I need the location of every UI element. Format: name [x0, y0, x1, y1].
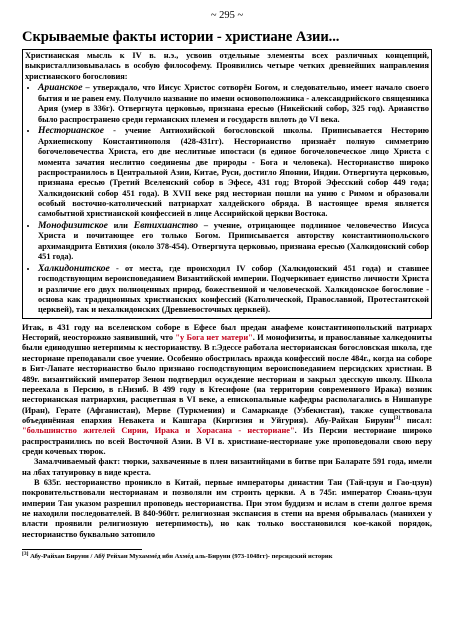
term: Халкидонитское [38, 262, 110, 274]
text-run: Итак, в 431 году на вселенском соборе в Ефесе был предан анафеме константинопольский патриарх Несторий, неосторожно заявивший, что [22, 322, 432, 343]
list-item-text: – учение, отрицающее подлинное человечество Иисуса Христа и почитающее его только Богом. Приписывается авторству константинопольского архимандрита Евтихия (около 378-454). Отвергнута церковью, признана ересью (Халкидонский собор 451 года). [38, 220, 430, 262]
list-item [38, 82, 429, 125]
highlighted-quote: "большинство жителей Сирии, Ирака и Хорасана - несториане" [22, 426, 295, 436]
page-title: Скрываемые факты истории - христиане Азии... [22, 29, 340, 45]
highlighted-quote: "у Бога нет матери" [175, 333, 253, 343]
text-run: . И монофизиты, и православные халкедониты были единодушно нетерпимы к несторианству. В г.Эдессе работала несторианская богословская школа, где несториане преподавали свое учение. Особенно обострилась вражда конфессий после 484г., когда на соборе в Бит-Лапате несторианство было признано господствующим вероисповеданием персидских христиан. В 489г. византийский император Зенон подтвердил осуждение несториан и закрыл эдесскую школу. Школа переехала в Персию, в г.Низиб. В 499 году в Ктесифоне (на территории современного Ирака) возник несторианская патриархия, расцветшая в VI веке, а епископальные кафедры располагались в Нишапуре (Иран), Герате (Афганистан), Мерве (Туркмения) и Самарканде (Узбекистан), также существовала объединённая епархия Невакета и Кашгара (Киргизия и Уйгурия). Абу-Райхан Бируни [22, 333, 432, 425]
page-number: ~ 295 ~ [210, 10, 244, 21]
list-item [38, 263, 429, 316]
paragraph: Замалчиваемый факт: тюрки, захваченные в плен византийцами в битве при Баларате 591 года, имели на лбах татуировку в виде креста. [22, 457, 432, 477]
list-item-text: – утверждало, что Иисус Христос сотворён Богом, и следовательно, имеет начало своего бытия и не равен ему. Получило название по имени основоположника - александрийского священника Ария (умер в 336г). Отвергнута церковью, признана ересью (Никейский собор, 325 год). Арианство было распространено среди германских племен и государств вплоть до VI века. [38, 83, 429, 124]
term: Несторианское [38, 124, 105, 136]
list-item-text: - от места, где происходил IV собор (Халкидонский 451 года) и ставшее господствующим вероисповеданием Византийской империи. Подчеркивает единство личности Христа и различие его двух полноценных природ, божественной и человеческой. Халкидонское богословие - основа как традиционных христианских конфессий (Католической, Православной, Протестантской церквей), так и нехалкидонских (Древневосточных церквей). [38, 263, 429, 315]
footnote-divider [22, 549, 142, 550]
list-item-text: - учение Антиохийской богословской школы. Приписывается Несторию Архиепископу Константинополя (428-431гг). Несторианство признаёт полную симметрию богочеловечества Христа, его две неслитные ипостаси (в единое богочеловеческое лицо Христа с момента зачатия неслитно соединены две природы - Бога и человека). Несторианство широко распространилось в Центральной Азии, Китае, Руси, достигло Японии, Индии. Отвергнута церковью, признана ересью (Третий Вселенский собор в Эфесе, 431 год; Второй Эфесский собор 449 года; Халкидонский собор 451 года). В XVII веке ряд несториан пошли на унию с Римом и образовали особый восточно-католический патриархат халдейского обряда. В настоящее время является самобытной христианской конфессией в лице Ассирийской церкви Востока. [38, 125, 429, 219]
footnote [22, 550, 432, 560]
term: Евтихианство [133, 219, 199, 231]
paragraph [22, 323, 432, 457]
intro-paragraph: Христианская мысль к IV в. н.э., усвоив отдельные элементы всех различных концепций, выкристаллизовывалась в особую философему. Проявились четыре четких древнейших направления христианского богословия: [25, 51, 429, 81]
list-item [38, 220, 429, 263]
page [22, 10, 432, 560]
footnote-ref: [3] [393, 415, 401, 422]
footnote-mark: [3] [22, 550, 29, 557]
framed-section [22, 49, 432, 319]
list-item [38, 125, 429, 220]
footnote-text: Абу-Райхан Бируни / Абў Рейхан Мухаммéд ибн Ахмéд аль-Бируни (973-1048гг)- персидский историк [28, 553, 333, 560]
text-run: . Из Персии несториане широко распространились по всей Восточной Азии. В VI в. христиане-несториане уже проповедовали свою веру среди кочевых тюрок. [22, 426, 432, 456]
list-item-connector: или [107, 220, 134, 230]
text-run: писал: [400, 415, 432, 425]
paragraph: В 635г. несторианство проникло в Китай, первые императоры династии Тан (Тай-цзун и Гао-цзун) покровительствовали несторианам и позволяли им строить церкви. А в 745г. император Сюань-цзун империи Тан указом разрешил проповедь несторианства. При этом буддизм и ислам в степи долгое время не находили последователей. В 840-960гг. религиозная экспансия в степи на время обрывалась (манихеи у власти проявили религиозную нетерпимость), но как только восстановился кое-какой порядок, несторианство буквально затопило [22, 477, 432, 539]
body-text [22, 49, 432, 540]
directions-list [25, 82, 429, 316]
term: Монофизитское [38, 219, 108, 231]
term: Арианское [38, 82, 83, 94]
